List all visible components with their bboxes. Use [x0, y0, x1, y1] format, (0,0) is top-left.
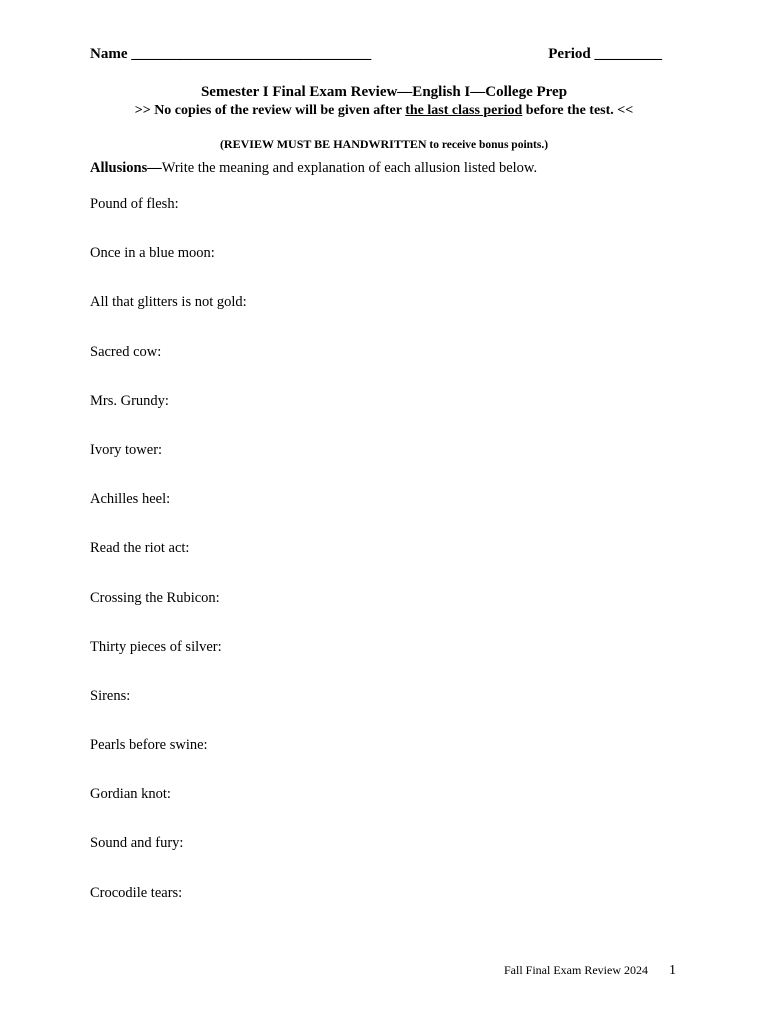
header-row	[90, 46, 662, 66]
allusion-item: Sacred cow:	[90, 343, 162, 360]
name-field-label: Name ________________________________	[90, 46, 372, 62]
notice-line	[0, 103, 768, 119]
allusion-item: Gordian knot:	[90, 786, 171, 803]
allusions-instructions	[90, 160, 537, 177]
allusion-item: Read the riot act:	[90, 540, 190, 557]
allusion-item: Achilles heel:	[90, 491, 171, 508]
page-number: 1	[669, 963, 676, 978]
allusion-item: Sound and fury:	[90, 835, 184, 852]
handwritten-note	[0, 137, 768, 152]
notice-suffix: before the test. <<	[522, 103, 634, 118]
allusion-item: Ivory tower:	[90, 441, 163, 458]
allusion-item: Crossing the Rubicon:	[90, 589, 220, 606]
allusion-item: Sirens:	[90, 687, 131, 704]
allusion-item: All that glitters is not gold:	[90, 294, 247, 311]
period-field-label: Period _________	[548, 46, 662, 62]
notice-underlined: the last class period	[405, 103, 523, 118]
notice-prefix: >> No copies of the review will be given after	[134, 103, 406, 118]
allusion-item: Thirty pieces of silver:	[90, 638, 222, 655]
allusion-item: Pound of flesh:	[90, 196, 179, 212]
handwritten-note-caps: (REVIEW MUST BE HANDWRITTEN	[219, 137, 427, 151]
allusion-item: Once in a blue moon:	[90, 245, 215, 262]
page-title: Semester I Final Exam Review—English I—College Prep	[200, 84, 568, 100]
allusions-instruction-text: Write the meaning and explanation of each allusion listed below.	[161, 160, 538, 176]
allusions-heading: Allusions—	[90, 160, 162, 176]
allusion-list	[90, 196, 247, 934]
handwritten-note-rest: to receive bonus points.)	[426, 139, 549, 151]
allusion-item: Crocodile tears:	[90, 884, 183, 901]
allusion-item: Mrs. Grundy:	[90, 392, 169, 409]
footer-text: Fall Final Exam Review 2024	[504, 963, 648, 977]
allusion-item: Pearls before swine:	[90, 737, 208, 754]
